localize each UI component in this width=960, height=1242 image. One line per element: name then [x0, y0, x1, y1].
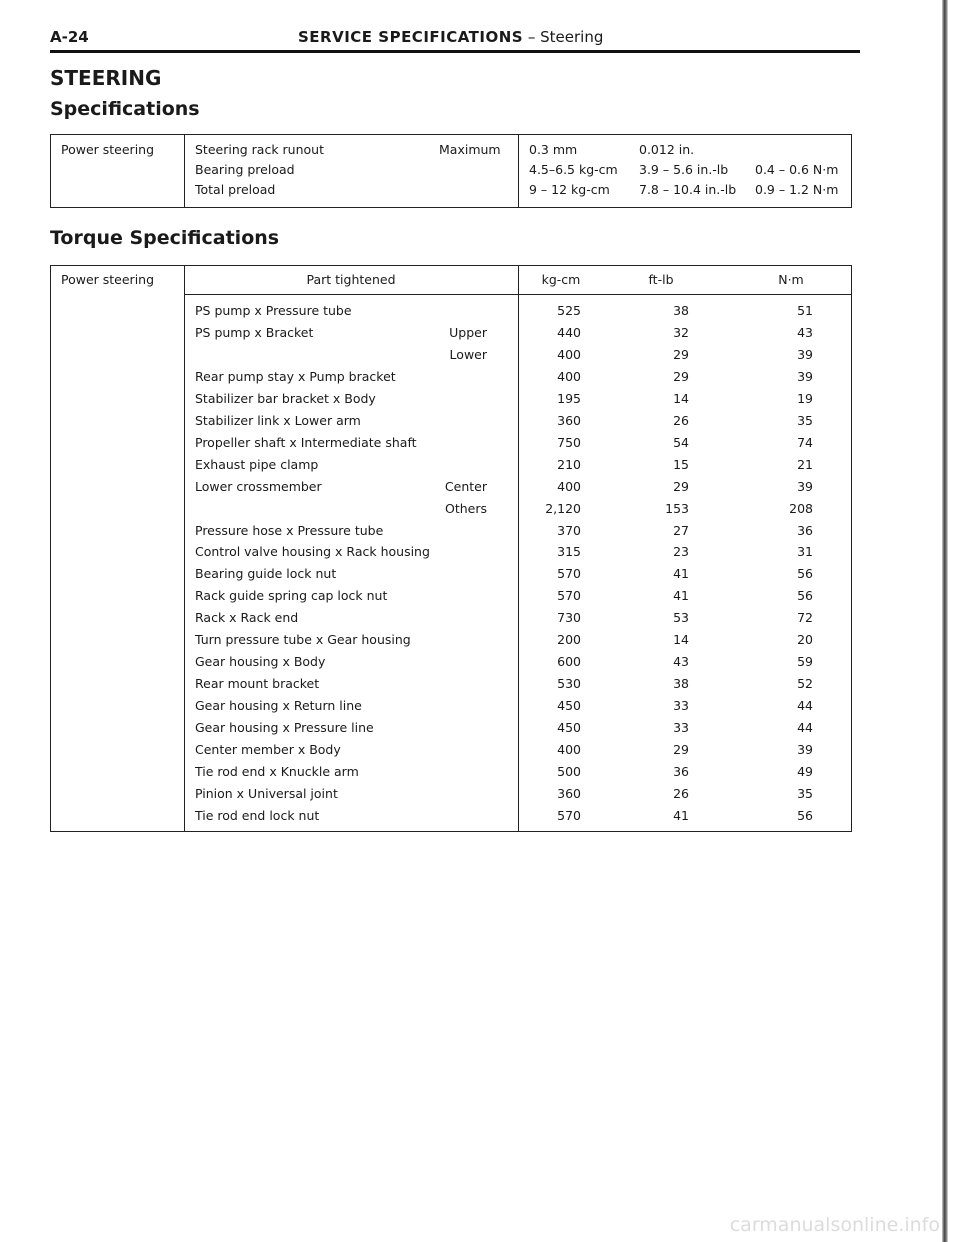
value-kgcm: 210 [557, 456, 581, 472]
value-kgcm: 195 [557, 390, 581, 406]
value-kgcm: 570 [557, 588, 581, 604]
part-position: Others [444, 500, 487, 516]
value-kgcm: 200 [557, 632, 581, 648]
value-nm: 72 [797, 610, 813, 626]
specs-qualifier: Maximum [439, 142, 501, 157]
page-header [50, 28, 860, 53]
value-nm: 35 [797, 785, 813, 801]
value-nm: 56 [797, 807, 813, 823]
value-ftlb: 53 [673, 610, 689, 626]
value-ftlb: 33 [673, 698, 689, 714]
value-nm: 208 [789, 500, 813, 516]
section-title: STEERING [50, 66, 162, 90]
value-kgcm: 370 [557, 522, 581, 538]
part-name: Center member x Body [195, 742, 341, 757]
value-nm: 35 [797, 412, 813, 428]
value-ftlb: 38 [673, 676, 689, 692]
specs-value-1: 9 – 12 kg-cm [529, 182, 610, 197]
header-title-bold: SERVICE SPECIFICATIONS [298, 28, 524, 46]
part-name: Gear housing x Return line [195, 698, 362, 714]
value-nm: 36 [797, 522, 813, 538]
part-name: Propeller shaft x Intermediate shaft [195, 434, 417, 450]
value-nm: 19 [797, 390, 813, 406]
value-nm: 44 [797, 720, 813, 736]
value-ftlb: 23 [673, 544, 689, 560]
value-kgcm: 400 [557, 346, 581, 362]
specs-value-2: 3.9 – 5.6 in.-lb [639, 162, 729, 177]
value-ftlb: 26 [673, 412, 689, 428]
value-kgcm: 360 [557, 412, 581, 428]
value-ftlb: 14 [673, 632, 689, 648]
part-name: Pressure hose x Pressure tube [195, 522, 384, 538]
part-name: Gear housing x Body [195, 654, 326, 670]
value-ftlb: 41 [673, 566, 689, 582]
value-kgcm: 440 [557, 324, 581, 340]
value-ftlb: 33 [673, 720, 689, 736]
value-ftlb: 41 [673, 807, 689, 823]
value-nm: 20 [797, 632, 813, 648]
watermark: carmanualsonline.info [729, 1214, 940, 1236]
part-name: Control valve housing x Rack housing [195, 544, 430, 560]
value-nm: 49 [797, 763, 813, 779]
specs-value-1: 0.3 mm [529, 142, 578, 157]
value-kgcm: 600 [557, 654, 581, 670]
part-name: Rack guide spring cap lock nut [195, 588, 388, 604]
value-nm: 59 [797, 654, 813, 670]
header-nm: N·m [778, 272, 804, 287]
part-name: Lower crossmember [195, 478, 322, 494]
value-ftlb: 36 [673, 763, 689, 779]
value-kgcm: 570 [557, 807, 581, 823]
specs-value-1: 4.5–6.5 kg-cm [529, 162, 618, 177]
value-kgcm: 315 [557, 544, 581, 560]
specifications-table [50, 134, 852, 208]
torque-table [50, 265, 852, 832]
header-title-rest: – Steering [523, 28, 604, 46]
value-kgcm: 400 [557, 478, 581, 494]
value-kgcm: 360 [557, 785, 581, 801]
value-ftlb: 41 [673, 588, 689, 604]
specs-item: Total preload [195, 182, 276, 197]
value-kgcm: 530 [557, 676, 581, 692]
part-name: Pinion x Universal joint [195, 785, 338, 801]
value-nm: 74 [797, 434, 813, 450]
value-nm: 39 [797, 742, 813, 757]
value-ftlb: 29 [673, 742, 689, 757]
part-position: Upper [449, 324, 487, 340]
value-nm: 51 [797, 303, 813, 318]
binding-edge [942, 0, 948, 1242]
value-ftlb: 29 [673, 478, 689, 494]
value-nm: 44 [797, 698, 813, 714]
value-kgcm: 750 [557, 434, 581, 450]
value-ftlb: 29 [673, 346, 689, 362]
value-nm: 21 [797, 456, 813, 472]
part-name: Bearing guide lock nut [195, 566, 337, 582]
value-kgcm: 450 [557, 698, 581, 714]
header-ftlb: ft-lb [648, 272, 674, 287]
specs-item: Bearing preload [195, 162, 295, 177]
part-name: Rack x Rack end [195, 610, 299, 626]
value-ftlb: 38 [673, 303, 689, 318]
value-nm: 52 [797, 676, 813, 692]
value-kgcm: 570 [557, 566, 581, 582]
value-ftlb: 32 [673, 324, 689, 340]
specs-value-2: 0.012 in. [639, 142, 695, 157]
value-nm: 56 [797, 566, 813, 582]
value-nm: 39 [797, 478, 813, 494]
value-kgcm: 400 [557, 368, 581, 384]
part-name: Rear pump stay x Pump bracket [195, 368, 396, 384]
page-number: A-24 [50, 28, 89, 46]
value-ftlb: 153 [665, 500, 689, 516]
torque-specifications-title: Torque Specifications [50, 227, 280, 249]
value-ftlb: 15 [673, 456, 689, 472]
specifications-title: Specifications [50, 98, 200, 120]
specs-value-2: 7.8 – 10.4 in.-lb [639, 182, 737, 197]
value-ftlb: 27 [673, 522, 689, 538]
value-kgcm: 730 [557, 610, 581, 626]
specs-value-3: 0.9 – 1.2 N·m [755, 182, 839, 197]
torque-category: Power steering [61, 272, 155, 287]
specs-value-3: 0.4 – 0.6 N·m [755, 162, 839, 177]
part-name: Exhaust pipe clamp [195, 456, 319, 472]
value-ftlb: 14 [673, 390, 689, 406]
part-name: Tie rod end lock nut [195, 807, 320, 823]
header-kgcm: kg-cm [541, 272, 581, 287]
part-position: Center [444, 478, 487, 494]
value-ftlb: 26 [673, 785, 689, 801]
value-kgcm: 500 [557, 763, 581, 779]
part-name: Stabilizer bar bracket x Body [195, 390, 376, 406]
part-name: PS pump x Bracket [195, 324, 314, 340]
specs-category: Power steering [61, 142, 155, 157]
part-name: Tie rod end x Knuckle arm [195, 763, 359, 779]
value-nm: 56 [797, 588, 813, 604]
value-kgcm: 450 [557, 720, 581, 736]
value-nm: 43 [797, 324, 813, 340]
value-nm: 39 [797, 368, 813, 384]
header-part-tightened: Part tightened [306, 272, 396, 287]
value-kgcm: 525 [557, 303, 581, 318]
part-name: Turn pressure tube x Gear housing [195, 632, 411, 648]
value-nm: 31 [797, 544, 813, 560]
part-name: Stabilizer link x Lower arm [195, 412, 361, 428]
part-position: Lower [449, 346, 487, 362]
value-ftlb: 29 [673, 368, 689, 384]
header-title [298, 28, 603, 46]
part-name: Gear housing x Pressure line [195, 720, 374, 736]
value-kgcm: 2,120 [545, 500, 581, 516]
part-name: Rear mount bracket [195, 676, 320, 692]
value-kgcm: 400 [557, 742, 581, 757]
value-ftlb: 43 [673, 654, 689, 670]
specs-item: Steering rack runout [195, 142, 324, 157]
value-ftlb: 54 [673, 434, 689, 450]
value-nm: 39 [797, 346, 813, 362]
part-name: PS pump x Pressure tube [195, 303, 352, 318]
